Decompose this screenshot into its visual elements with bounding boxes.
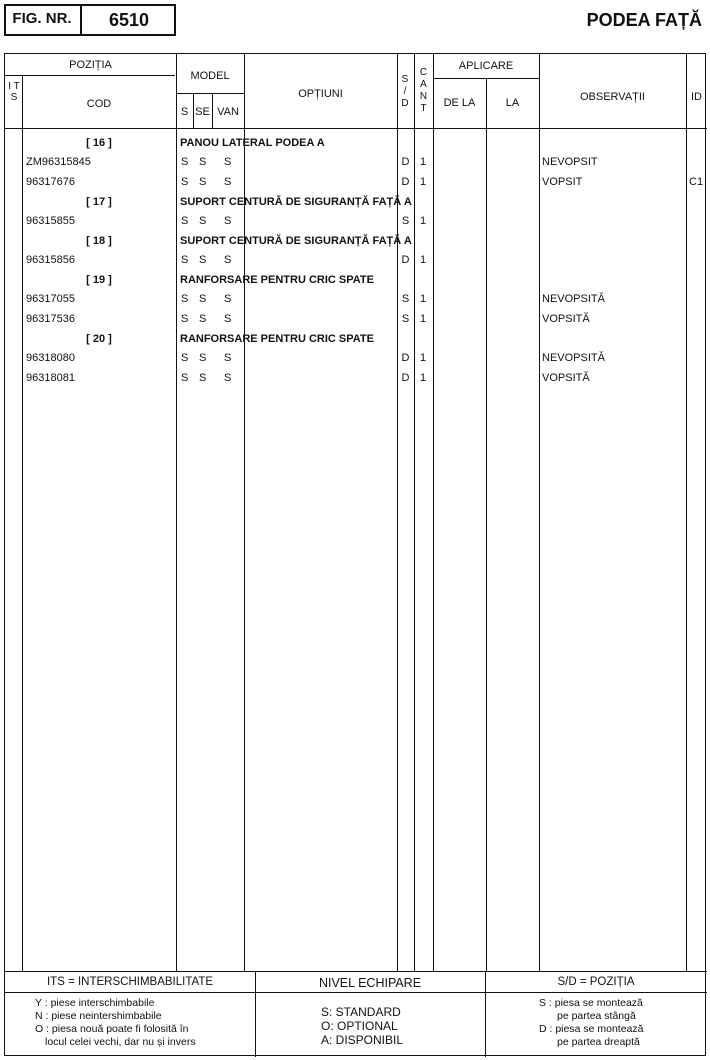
table-cell: D	[401, 352, 410, 364]
table-cell: S	[199, 352, 207, 364]
table-cell: S	[199, 313, 207, 325]
col-la: LA	[505, 97, 520, 109]
table-cell: 1	[420, 156, 427, 168]
table-cell: S	[181, 293, 189, 305]
table-cell: SUPORT CENTURĂ DE SIGURANȚĂ FAȚĂ A	[180, 235, 412, 247]
parts-table	[4, 53, 706, 1056]
table-cell: D	[401, 156, 410, 168]
legend-its-title: ITS = INTERSCHIMBABILITATE	[46, 976, 214, 988]
col-cant: C A N T	[419, 67, 428, 114]
table-cell: S	[224, 313, 232, 325]
table-cell: VOPSITĂ	[542, 313, 590, 325]
table-cell: S	[401, 215, 410, 227]
table-cell: 1	[420, 176, 427, 188]
table-cell: A: DISPONIBIL	[321, 1033, 404, 1047]
table-cell: S	[199, 176, 207, 188]
table-cell: S	[224, 176, 232, 188]
col-cod: COD	[86, 98, 112, 110]
legend-nivel-title: NIVEL ECHIPARE	[318, 976, 422, 990]
table-cell: pe partea dreaptă	[557, 1036, 640, 1048]
table-cell: S	[224, 293, 232, 305]
table-cell: ZM96315845	[26, 156, 91, 168]
table-cell: pe partea stângă	[557, 1010, 636, 1022]
table-cell: S	[199, 215, 207, 227]
table-cell: S	[224, 352, 232, 364]
table-cell: 1	[420, 313, 427, 325]
table-cell: 96317055	[26, 293, 75, 305]
table-cell: [ 16 ]	[86, 137, 112, 149]
table-cell: NEVOPSITĂ	[542, 293, 605, 305]
table-cell: RANFORSARE PENTRU CRIC SPATE	[180, 333, 374, 345]
table-cell: S	[181, 313, 189, 325]
table-cell: NEVOPSITĂ	[542, 352, 605, 364]
table-cell: S	[181, 176, 189, 188]
table-cell: S	[199, 156, 207, 168]
fig-number: 6510	[108, 10, 150, 30]
table-cell: D : piesa se montează	[539, 1023, 644, 1035]
col-model-s: S	[180, 106, 189, 118]
table-cell: D	[401, 176, 410, 188]
table-cell: 96317536	[26, 313, 75, 325]
table-cell: S	[199, 293, 207, 305]
table-cell: 96317676	[26, 176, 75, 188]
table-cell: 96315856	[26, 254, 75, 266]
table-cell: S	[199, 254, 207, 266]
table-cell: S	[224, 372, 232, 384]
table-cell: S: STANDARD	[321, 1005, 401, 1019]
table-cell: S	[181, 254, 189, 266]
table-cell: RANFORSARE PENTRU CRIC SPATE	[180, 274, 374, 286]
table-cell: S	[199, 372, 207, 384]
table-cell: SUPORT CENTURĂ DE SIGURANȚĂ FAȚĂ A	[180, 196, 412, 208]
col-dela: DE LA	[443, 97, 476, 109]
table-cell: [ 19 ]	[86, 274, 112, 286]
table-cell: [ 18 ]	[86, 235, 112, 247]
table-cell: [ 20 ]	[86, 333, 112, 345]
col-aplicare: APLICARE	[458, 60, 514, 72]
table-cell: 96318080	[26, 352, 75, 364]
table-cell: S	[224, 215, 232, 227]
table-cell: S : piesa se montează	[539, 997, 643, 1009]
table-cell: S	[401, 293, 410, 305]
table-cell: 1	[420, 293, 427, 305]
col-observatii: OBSERVAȚII	[579, 91, 645, 103]
table-cell: locul celei vechi, dar nu și invers	[45, 1036, 196, 1048]
table-cell: S	[181, 156, 189, 168]
table-cell: NEVOPSIT	[542, 156, 598, 168]
table-cell: 1	[420, 254, 427, 266]
table-cell: 1	[420, 352, 427, 364]
col-model: MODEL	[190, 70, 230, 82]
table-cell: 1	[420, 215, 427, 227]
table-cell: O: OPTIONAL	[321, 1019, 398, 1033]
table-cell: VOPSIT	[542, 176, 583, 188]
col-sd: S / D	[401, 74, 409, 109]
col-model-van: VAN	[217, 106, 239, 118]
col-its: I T S	[8, 81, 20, 103]
page-title: PODEA FAȚĂ	[586, 10, 702, 30]
table-cell: O : piesa nouă poate fi folosită în	[35, 1023, 189, 1035]
table-cell: PANOU LATERAL PODEA A	[180, 137, 325, 149]
table-cell: S	[224, 254, 232, 266]
fig-label: FIG. NR.	[4, 4, 82, 36]
table-cell: N : piese neintershimbabile	[35, 1010, 162, 1022]
table-cell: C1	[689, 176, 704, 188]
table-cell: VOPSITĂ	[542, 372, 590, 384]
legend-sd-title: S/D = POZIȚIA	[557, 976, 635, 988]
table-cell: S	[401, 313, 410, 325]
table-cell: S	[181, 352, 189, 364]
table-cell: S	[181, 215, 189, 227]
col-optiuni: OPȚIUNI	[298, 88, 343, 100]
col-pozitia: POZIȚIA	[69, 59, 112, 71]
table-cell: [ 17 ]	[86, 196, 112, 208]
table-cell: S	[224, 156, 232, 168]
table-cell: 96318081	[26, 372, 75, 384]
table-cell: D	[401, 254, 410, 266]
table-cell: S	[181, 372, 189, 384]
table-cell: Y : piese interschimbabile	[35, 997, 155, 1009]
col-id: ID	[691, 91, 702, 103]
table-cell: D	[401, 372, 410, 384]
col-model-se: SE	[195, 106, 210, 118]
table-cell: 1	[420, 372, 427, 384]
table-cell: 96315855	[26, 215, 75, 227]
